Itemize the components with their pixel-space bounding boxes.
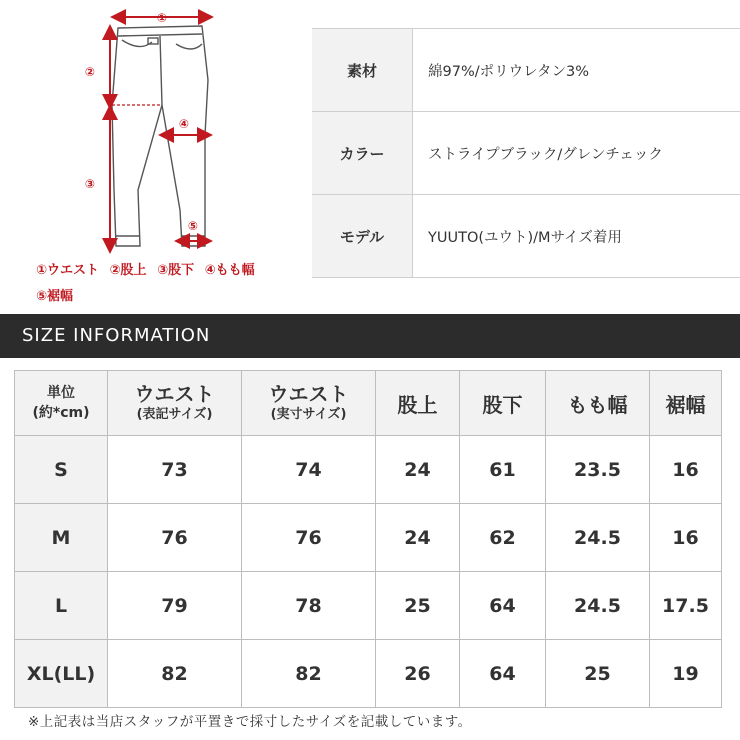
spec-row-model (312, 195, 740, 278)
cell-waist-actual: 78 (242, 572, 376, 640)
legend-thigh: ④もも幅 (204, 263, 255, 278)
spec-value-model: YUUTO(ユウト)/Mサイズ着用 (413, 195, 740, 278)
size-label: M (15, 504, 108, 572)
size-label: XL(LL) (15, 640, 108, 708)
cell-hem: 19 (650, 640, 722, 708)
legend-hem: ⑤裾幅 (36, 289, 74, 304)
cell-hem: 16 (650, 436, 722, 504)
header-rise: 股上 (376, 371, 460, 436)
cell-waist-labeled: 73 (108, 436, 242, 504)
spec-value-material: 綿97%/ポリウレタン3% (413, 29, 740, 112)
table-row (15, 640, 722, 708)
header-unit-sub: (約*cm) (32, 405, 90, 421)
pants-measurement-diagram (0, 0, 300, 310)
marker-rise: ② (84, 65, 96, 79)
cell-hem: 16 (650, 504, 722, 572)
marker-waist: ① (156, 11, 168, 25)
cell-inseam: 64 (460, 572, 546, 640)
marker-hem: ⑤ (187, 219, 199, 233)
header-waist-labeled-sub: (表記サイズ) (136, 407, 213, 422)
table-row (15, 572, 722, 640)
size-table (14, 370, 722, 708)
size-table-header (15, 371, 722, 436)
spec-label-model: モデル (312, 195, 413, 278)
cell-inseam: 61 (460, 436, 546, 504)
header-waist-labeled (108, 371, 242, 436)
header-waist-actual (242, 371, 376, 436)
cell-hem: 17.5 (650, 572, 722, 640)
cell-thigh: 25 (546, 640, 650, 708)
spec-row-color (312, 112, 740, 195)
cell-waist-actual: 74 (242, 436, 376, 504)
measurement-legend (36, 258, 261, 310)
cell-waist-labeled: 76 (108, 504, 242, 572)
spec-label-material: 素材 (312, 29, 413, 112)
header-waist-actual-main: ウエスト (268, 382, 349, 406)
spec-label-color: カラー (312, 112, 413, 195)
cell-rise: 25 (376, 572, 460, 640)
legend-rise: ②股上 (109, 263, 147, 278)
marker-inseam: ③ (84, 177, 96, 191)
header-waist-actual-sub: (実寸サイズ) (270, 407, 347, 422)
cell-waist-actual: 76 (242, 504, 376, 572)
header-hem: 裾幅 (650, 371, 722, 436)
cell-rise: 26 (376, 640, 460, 708)
header-inseam: 股下 (460, 371, 546, 436)
table-row (15, 436, 722, 504)
cell-waist-actual: 82 (242, 640, 376, 708)
spec-row-material (312, 29, 740, 112)
cell-thigh: 23.5 (546, 436, 650, 504)
size-label: L (15, 572, 108, 640)
cell-thigh: 24.5 (546, 504, 650, 572)
cell-waist-labeled: 79 (108, 572, 242, 640)
marker-thigh: ④ (178, 117, 190, 131)
table-row (15, 504, 722, 572)
cell-waist-labeled: 82 (108, 640, 242, 708)
cell-rise: 24 (376, 436, 460, 504)
header-unit-label: 単位 (47, 385, 75, 401)
header-unit (15, 371, 108, 436)
header-thigh: もも幅 (546, 371, 650, 436)
size-label: S (15, 436, 108, 504)
legend-inseam: ③股下 (157, 263, 195, 278)
cell-inseam: 64 (460, 640, 546, 708)
product-spec-table (312, 28, 740, 278)
measurement-note: ※上記表は当店スタッフが平置きで採寸したサイズを記載しています。 (28, 714, 472, 730)
cell-inseam: 62 (460, 504, 546, 572)
pants-illustration (0, 0, 300, 260)
legend-waist: ①ウエスト (36, 263, 100, 278)
size-information-banner: SIZE INFORMATION (0, 314, 740, 358)
spec-value-color: ストライプブラック/グレンチェック (413, 112, 740, 195)
header-waist-labeled-main: ウエスト (134, 382, 215, 406)
cell-thigh: 24.5 (546, 572, 650, 640)
cell-rise: 24 (376, 504, 460, 572)
